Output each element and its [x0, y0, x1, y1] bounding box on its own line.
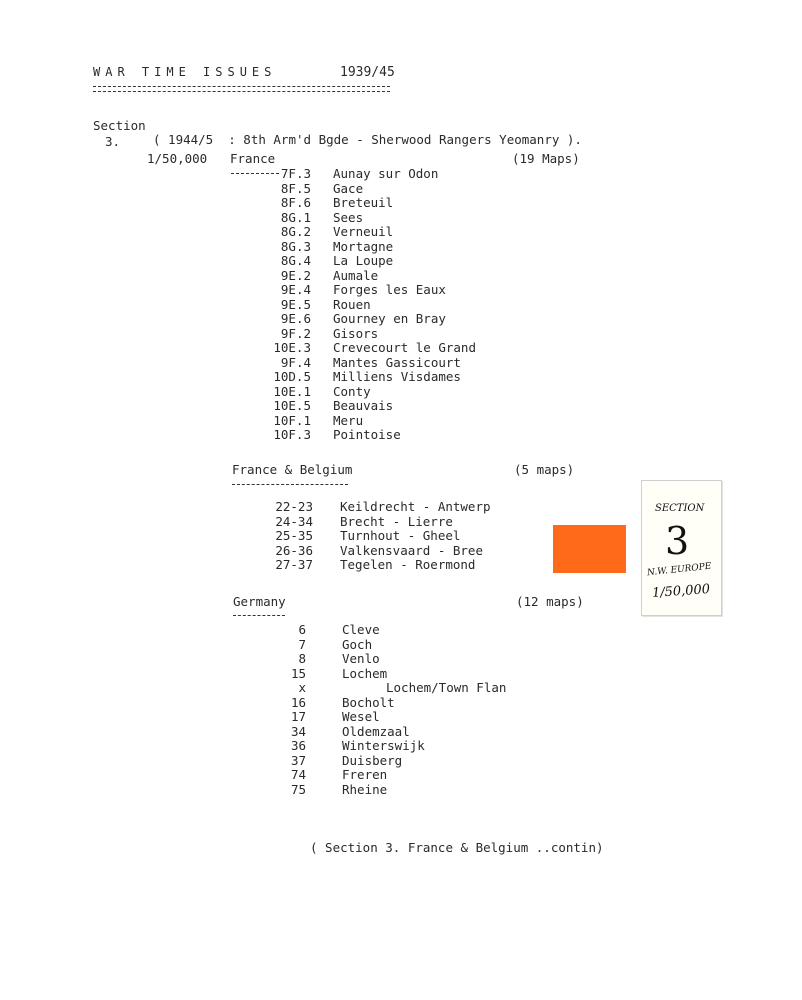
- france-map-code: 10D.5: [273, 369, 311, 384]
- germany-map-name: Rheine: [342, 781, 388, 797]
- france-map-name: Rouen: [333, 296, 371, 312]
- germany-map-name: Cleve: [342, 622, 380, 637]
- france-map-code: 7F.3: [280, 166, 311, 181]
- france-heading: France: [230, 151, 276, 166]
- france-map-code: 10E.5: [273, 398, 311, 413]
- france-belgium-underline: [232, 484, 348, 485]
- france-map-code: 8G.1: [280, 209, 311, 225]
- france-map-code: 9E.4: [280, 282, 311, 297]
- france-belgium-map-code: 22-23: [275, 499, 313, 514]
- france-map-name: Meru: [333, 412, 364, 428]
- germany-map-code: 36: [290, 738, 306, 753]
- document-years: 1939/45: [340, 65, 395, 80]
- germany-map-code: 75: [290, 781, 306, 797]
- france-belgium-map-code: 27-37: [275, 557, 313, 573]
- france-map-code: 8G.3: [280, 238, 311, 254]
- germany-map-code: 15: [290, 665, 306, 681]
- france-map-name: La Loupe: [333, 253, 394, 268]
- france-map-code: 9F.2: [280, 325, 311, 341]
- france-belgium-map-name: Turnhout - Gheel: [340, 528, 461, 544]
- document-title: WAR TIME ISSUES: [93, 65, 277, 79]
- label-scale-text: 1/50,000: [651, 581, 711, 602]
- germany-map-code: 17: [290, 709, 306, 724]
- germany-heading: Germany: [233, 594, 286, 609]
- france-map-name: Beauvais: [333, 398, 394, 413]
- map-scale: 1/50,000: [147, 151, 208, 166]
- germany-map-name: Wesel: [342, 709, 380, 724]
- france-belgium-map-code: 26-36: [275, 542, 313, 558]
- france-belgium-map-name: Keildrecht - Antwerp: [340, 499, 491, 514]
- france-dash: [231, 173, 279, 174]
- france-map-name: Conty: [333, 383, 371, 399]
- france-map-name: Crevecourt le Grand: [333, 340, 476, 355]
- france-map-name: Sees: [333, 209, 364, 225]
- france-belgium-map-count: (5 maps): [514, 462, 575, 477]
- section-label: Section: [93, 118, 146, 133]
- france-belgium-map-code: 25-35: [275, 528, 313, 544]
- germany-map-count: (12 maps): [516, 594, 584, 609]
- france-map-name: Forges les Eaux: [333, 282, 446, 297]
- germany-map-code: 16: [290, 694, 306, 710]
- france-map-name: Gisors: [333, 325, 379, 341]
- france-map-code: 8G.4: [280, 253, 311, 268]
- germany-map-name: Oldemzaal: [342, 723, 410, 739]
- france-map-code: 8G.2: [280, 224, 311, 239]
- france-map-code: 8F.6: [280, 195, 311, 210]
- france-map-code: 9E.6: [280, 311, 311, 326]
- germany-map-code: x: [298, 680, 306, 695]
- france-map-name: Aumale: [333, 267, 379, 283]
- france-map-count: (19 Maps): [512, 151, 580, 166]
- france-map-code: 9E.5: [280, 296, 311, 312]
- germany-map-code: 7: [298, 636, 306, 652]
- section-number: 3.: [105, 134, 121, 149]
- france-belgium-map-name: Valkensvaard - Bree: [340, 542, 483, 558]
- france-map-name: Milliens Visdames: [333, 369, 461, 384]
- france-map-code: 8F.5: [280, 180, 311, 196]
- label-region-text: N.W. EUROPE: [646, 561, 712, 579]
- germany-map-code: 34: [290, 723, 306, 739]
- continuation-note: ( Section 3. France & Belgium ..contin): [310, 840, 604, 855]
- germany-map-name: Freren: [342, 767, 388, 782]
- france-map-name: Gace: [333, 180, 364, 196]
- germany-map-code: 74: [290, 767, 306, 782]
- france-map-code: 10E.3: [273, 340, 311, 355]
- germany-map-code: 37: [290, 752, 306, 768]
- france-map-name: Mantes Gassicourt: [333, 354, 461, 370]
- section-description: ( 1944/5 : 8th Arm'd Bgde - Sherwood Rangers Yeomanry ).: [153, 132, 582, 147]
- germany-underline: [233, 615, 285, 616]
- france-map-code: 10E.1: [273, 383, 311, 399]
- germany-map-code: 8: [298, 651, 306, 666]
- germany-map-name: Goch: [342, 636, 373, 652]
- france-belgium-map-name: Brecht - Lierre: [340, 513, 453, 529]
- france-map-name: Gourney en Bray: [333, 311, 446, 326]
- germany-map-name: Lochem/Town Flan: [386, 680, 507, 695]
- france-map-code: 9E.2: [280, 267, 311, 283]
- germany-map-name: Bocholt: [342, 694, 395, 710]
- label-section-number: 3: [665, 519, 690, 563]
- orange-tab-marker: [553, 525, 626, 573]
- germany-map-name: Venlo: [342, 651, 380, 666]
- germany-map-code: 6: [298, 622, 306, 637]
- france-map-code: 10F.1: [273, 412, 311, 428]
- france-belgium-map-name: Tegelen - Roermond: [340, 557, 476, 573]
- france-map-name: Pointoise: [333, 427, 401, 442]
- france-map-code: 10F.3: [273, 427, 311, 442]
- germany-map-name: Winterswijk: [342, 738, 425, 753]
- france-belgium-heading: France & Belgium: [232, 462, 353, 477]
- france-map-name: Verneuil: [333, 224, 394, 239]
- label-section-text: SECTION: [655, 503, 705, 514]
- france-map-name: Mortagne: [333, 238, 394, 254]
- germany-map-name: Lochem: [342, 665, 388, 681]
- title-underline: [93, 86, 390, 92]
- france-belgium-map-code: 24-34: [275, 513, 313, 529]
- france-map-code: 9F.4: [280, 354, 311, 370]
- handwritten-section-label: [641, 480, 722, 616]
- france-map-name: Breteuil: [333, 195, 394, 210]
- france-map-name: Aunay sur Odon: [333, 166, 439, 181]
- germany-map-name: Duisberg: [342, 752, 403, 768]
